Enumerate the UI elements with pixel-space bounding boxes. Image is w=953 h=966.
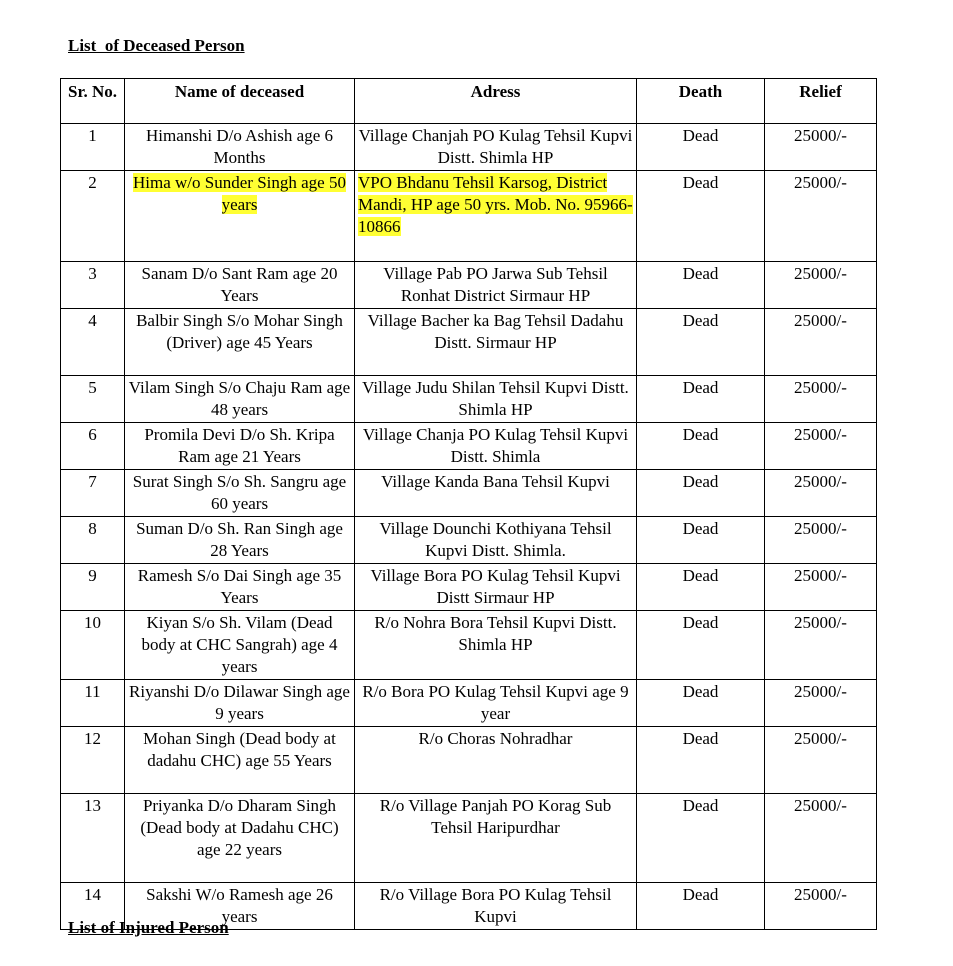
injured-list-heading: List of Injured Person <box>68 918 229 937</box>
table-row <box>61 680 877 727</box>
row-relief: 25000/- <box>765 309 877 376</box>
column-header-relief: Relief <box>765 79 877 124</box>
table-row <box>61 309 877 376</box>
row-relief: 25000/- <box>765 262 877 309</box>
row-death: Dead <box>637 124 765 171</box>
table-row <box>61 564 877 611</box>
row-death: Dead <box>637 470 765 517</box>
table-row <box>61 794 877 883</box>
row-sr-no: 6 <box>61 423 125 470</box>
row-address: R/o Nohra Bora Tehsil Kupvi Distt. Shimla HP <box>355 611 637 680</box>
row-relief: 25000/- <box>765 124 877 171</box>
row-address: Village Judu Shilan Tehsil Kupvi Distt. Shimla HP <box>355 376 637 423</box>
row-name: Sakshi W/o Ramesh age 26 years <box>125 883 355 930</box>
row-death: Dead <box>637 727 765 794</box>
row-name: Kiyan S/o Sh. Vilam (Dead body at CHC Sangrah) age 4 years <box>125 611 355 680</box>
row-relief: 25000/- <box>765 171 877 262</box>
row-name: Balbir Singh S/o Mohar Singh (Driver) age 45 Years <box>125 309 355 376</box>
row-sr-no: 9 <box>61 564 125 611</box>
table-row <box>61 171 877 262</box>
column-header-death: Death <box>637 79 765 124</box>
row-sr-no: 12 <box>61 727 125 794</box>
row-death: Dead <box>637 171 765 262</box>
table-row <box>61 262 877 309</box>
row-address: R/o Bora PO Kulag Tehsil Kupvi age 9 year <box>355 680 637 727</box>
row-death: Dead <box>637 309 765 376</box>
row-address: Village Pab PO Jarwa Sub Tehsil Ronhat District Sirmaur HP <box>355 262 637 309</box>
row-address: Village Dounchi Kothiyana Tehsil Kupvi Distt. Shimla. <box>355 517 637 564</box>
row-address: Village Kanda Bana Tehsil Kupvi <box>355 470 637 517</box>
row-address: R/o Village Panjah PO Korag Sub Tehsil Haripurdhar <box>355 794 637 883</box>
row-name: Vilam Singh S/o Chaju Ram age 48 years <box>125 376 355 423</box>
row-sr-no: 2 <box>61 171 125 262</box>
highlighted-text: VPO Bhdanu Tehsil Karsog, District Mandi, HP age 50 yrs. Mob. No. 95966-10866 <box>358 173 633 236</box>
table-row <box>61 470 877 517</box>
row-name: Suman D/o Sh. Ran Singh age 28 Years <box>125 517 355 564</box>
row-death: Dead <box>637 423 765 470</box>
row-death: Dead <box>637 517 765 564</box>
row-name: Sanam D/o Sant Ram age 20 Years <box>125 262 355 309</box>
column-header-name: Name of deceased <box>125 79 355 124</box>
row-relief: 25000/- <box>765 564 877 611</box>
deceased-table <box>60 78 877 930</box>
cut-off-text-fragment <box>68 958 128 966</box>
row-sr-no: 7 <box>61 470 125 517</box>
row-sr-no: 3 <box>61 262 125 309</box>
row-address: R/o Village Bora PO Kulag Tehsil Kupvi <box>355 883 637 930</box>
row-sr-no: 5 <box>61 376 125 423</box>
row-relief: 25000/- <box>765 727 877 794</box>
row-address: R/o Choras Nohradhar <box>355 727 637 794</box>
row-address: Village Chanja PO Kulag Tehsil Kupvi Distt. Shimla <box>355 423 637 470</box>
row-death: Dead <box>637 564 765 611</box>
column-header-address: Adress <box>355 79 637 124</box>
row-sr-no: 8 <box>61 517 125 564</box>
row-relief: 25000/- <box>765 680 877 727</box>
row-address <box>355 171 637 262</box>
row-name: Promila Devi D/o Sh. Kripa Ram age 21 Years <box>125 423 355 470</box>
row-relief: 25000/- <box>765 470 877 517</box>
table-row <box>61 611 877 680</box>
row-name: Surat Singh S/o Sh. Sangru age 60 years <box>125 470 355 517</box>
row-sr-no: 1 <box>61 124 125 171</box>
table-row <box>61 376 877 423</box>
row-relief: 25000/- <box>765 376 877 423</box>
row-sr-no: 13 <box>61 794 125 883</box>
column-header-sr-no: Sr. No. <box>61 79 125 124</box>
row-relief: 25000/- <box>765 517 877 564</box>
row-relief: 25000/- <box>765 611 877 680</box>
row-name: Mohan Singh (Dead body at dadahu CHC) age 55 Years <box>125 727 355 794</box>
row-death: Dead <box>637 883 765 930</box>
row-death: Dead <box>637 262 765 309</box>
table-row <box>61 124 877 171</box>
row-death: Dead <box>637 611 765 680</box>
row-death: Dead <box>637 794 765 883</box>
highlighted-text: Hima w/o Sunder Singh age 50 years <box>133 173 346 214</box>
row-sr-no: 11 <box>61 680 125 727</box>
row-name: Riyanshi D/o Dilawar Singh age 9 years <box>125 680 355 727</box>
row-name: Himanshi D/o Ashish age 6 Months <box>125 124 355 171</box>
row-sr-no: 4 <box>61 309 125 376</box>
row-name: Priyanka D/o Dharam Singh (Dead body at Dadahu CHC) age 22 years <box>125 794 355 883</box>
row-relief: 25000/- <box>765 423 877 470</box>
row-address: Village Bacher ka Bag Tehsil Dadahu Distt. Sirmaur HP <box>355 309 637 376</box>
deceased-list-heading: List of Deceased Person <box>68 36 245 55</box>
row-relief: 25000/- <box>765 883 877 930</box>
row-sr-no: 14 <box>61 883 125 930</box>
row-address: Village Chanjah PO Kulag Tehsil Kupvi Distt. Shimla HP <box>355 124 637 171</box>
row-name <box>125 171 355 262</box>
table-header-row <box>61 79 877 124</box>
row-death: Dead <box>637 376 765 423</box>
row-name: Ramesh S/o Dai Singh age 35 Years <box>125 564 355 611</box>
row-relief: 25000/- <box>765 794 877 883</box>
row-address: Village Bora PO Kulag Tehsil Kupvi Distt Sirmaur HP <box>355 564 637 611</box>
table-row <box>61 423 877 470</box>
table-row <box>61 517 877 564</box>
row-death: Dead <box>637 680 765 727</box>
row-sr-no: 10 <box>61 611 125 680</box>
table-row <box>61 727 877 794</box>
